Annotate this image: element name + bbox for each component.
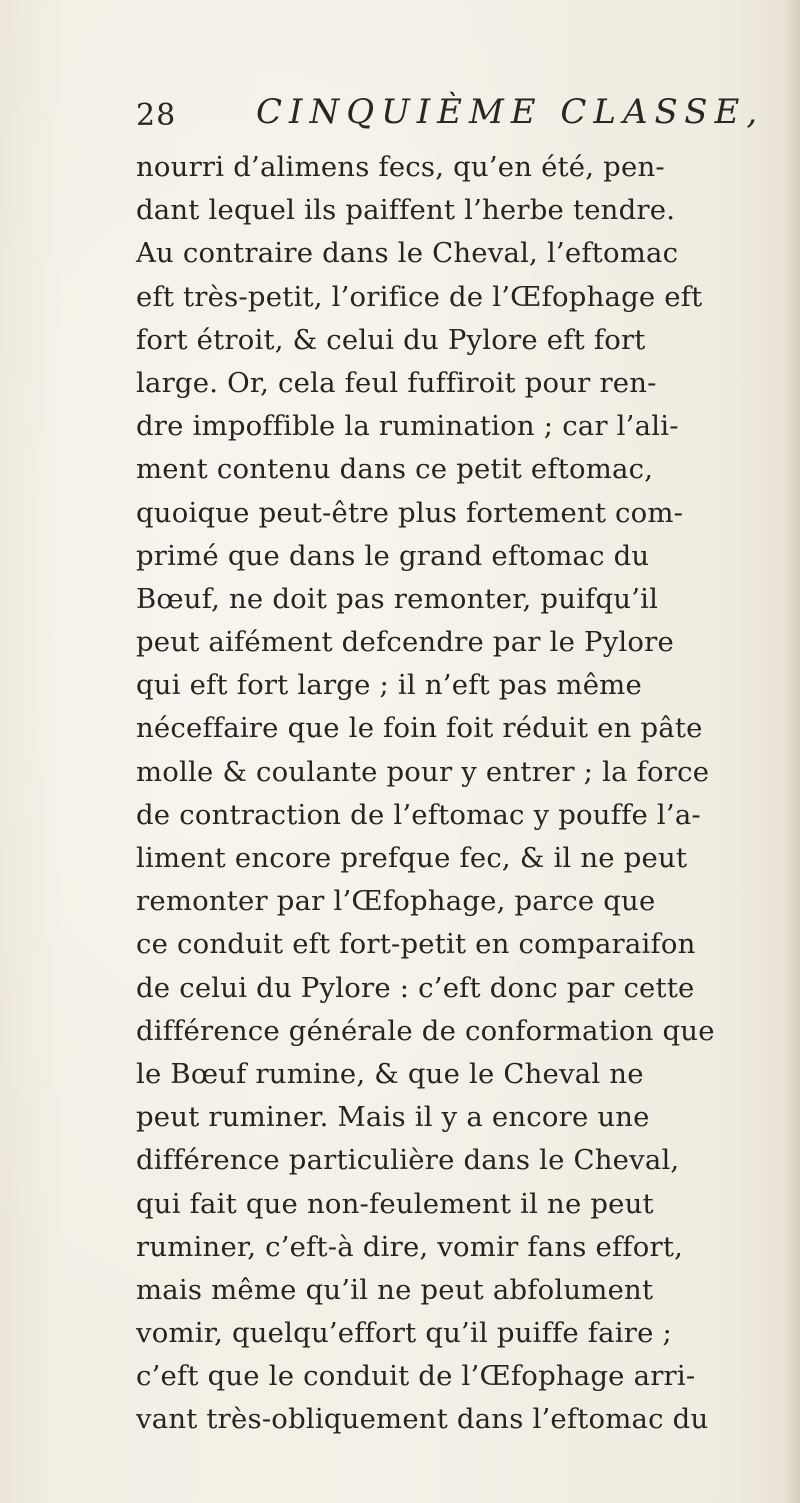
page-header	[136, 92, 765, 140]
text-line: large. Or, cela feul fuffiroit pour ren-	[136, 366, 657, 399]
text-line: ment contenu dans ce petit eftomac,	[136, 453, 654, 486]
text-line: néceffaire que le foin foit réduit en pâte	[136, 712, 703, 745]
text-line: Au contraire dans le Cheval, l’eftomac	[136, 237, 679, 270]
text-line: mais même qu’il ne peut abfolument	[136, 1273, 654, 1306]
text-line: c’eft que le conduit de l’Œfophage arri-	[136, 1360, 696, 1393]
text-line: nourri d’alimens fecs, qu’en été, pen-	[136, 151, 665, 183]
text-line: vant très-obliquement dans l’eftomac du	[136, 1403, 709, 1436]
text-line: molle & coulante pour y entrer ; la force	[136, 755, 710, 788]
text-line: eft très-petit, l’orifice de l’Œfophage eft	[136, 280, 703, 313]
text-line: ruminer, c’eft-à dire, vomir fans effort,	[136, 1230, 684, 1263]
text-line: peut ruminer. Mais il y a encore une	[136, 1101, 650, 1134]
text-line: primé que dans le grand eftomac du	[136, 539, 650, 572]
text-line: quoique peut-être plus fortement com-	[136, 496, 684, 529]
running-head: CINQUIÈME CLASSE,	[256, 92, 765, 132]
text-line: vomir, quelqu’effort qu’il puiffe faire ;	[136, 1317, 673, 1350]
text-line: liment encore prefque fec, & il ne peut	[136, 842, 688, 874]
text-line: qui eft fort large ; il n’eft pas même	[136, 669, 642, 702]
text-line: remonter par l’Œfophage, parce que	[136, 885, 656, 918]
text-line: qui fait que non-feulement il ne peut	[136, 1187, 654, 1220]
text-line: de contraction de l’eftomac y pouffe l’a-	[136, 798, 701, 831]
page-number: 28	[136, 98, 177, 133]
text-line: de celui du Pylore : c’eft donc par cette	[136, 971, 695, 1004]
text-line: peut aifément defcendre par le Pylore	[136, 626, 674, 659]
text-line: dant lequel ils paiffent l’herbe tendre.	[136, 194, 676, 227]
text-line: dre impoffible la rumination ; car l’ali-	[136, 410, 679, 443]
text-line: le Bœuf rumine, & que le Cheval ne	[136, 1057, 644, 1090]
text-line: différence générale de conformation que	[136, 1014, 715, 1047]
text-line: ce conduit eft fort-petit en comparaifon	[136, 928, 696, 961]
body-text	[136, 146, 776, 1442]
text-line: Bœuf, ne doit pas remonter, puifqu’il	[136, 582, 659, 615]
text-line: fort étroit, & celui du Pylore eft fort	[136, 323, 646, 356]
text-line: différence particulière dans le Cheval,	[136, 1144, 680, 1177]
